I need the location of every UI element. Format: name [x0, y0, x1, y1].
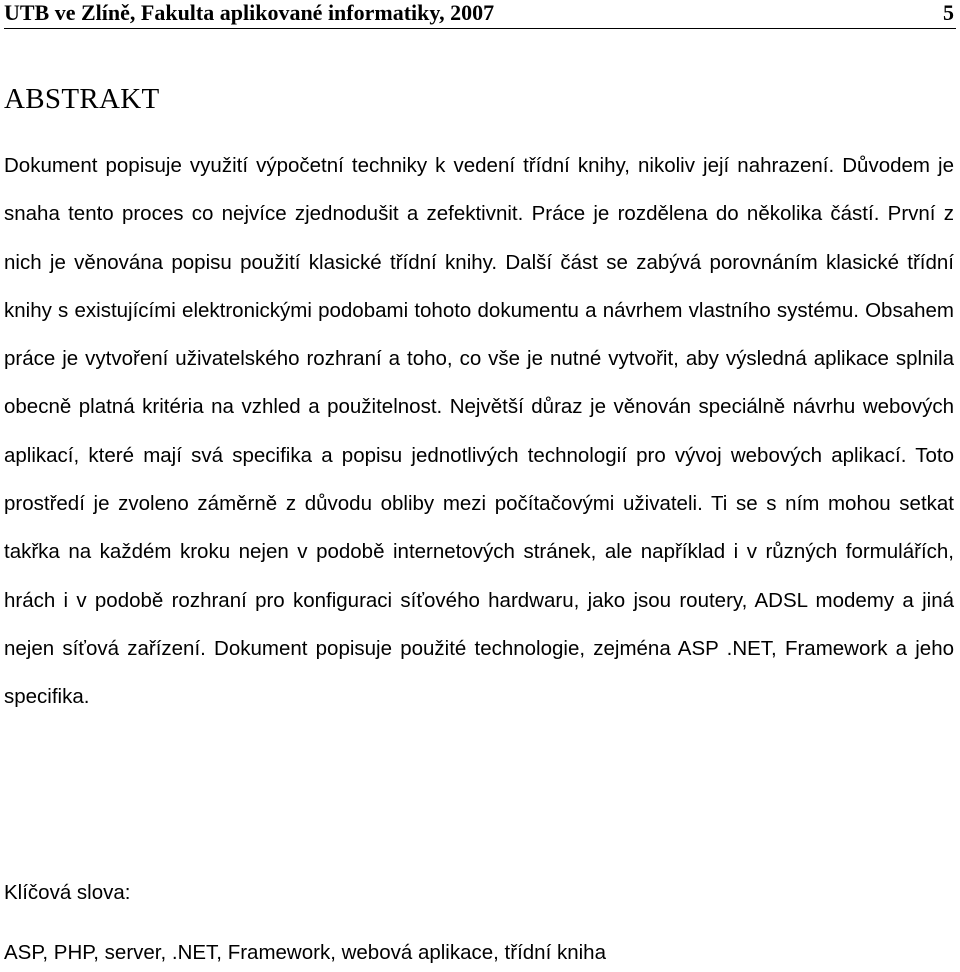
abstract-body: Dokument popisuje využití výpočetní techniky k vedení třídní knihy, nikoliv její nahrazení. Důvodem je snaha tento proces co nejvíce zjednodušit a zefektivnit. Práce je rozdělena do několika částí. První z nich je věnována popisu použití klasické třídní knihy. Další část se zabývá porovnáním klasické třídní knihy s existujícími elektronickými podobami tohoto dokumentu a návrhem vlastního systému. Obsahem práce je vytvoření uživatelského rozhraní a toho, co vše je nutné vytvořit, aby výsledná aplikace splnila obecně platná kritéria na vzhled a použitelnost. Největší důraz je věnován speciálně návrhu webových aplikací, které mají svá specifika a popisu jednotlivých technologií pro vývoj webových aplikací. Toto prostředí je zvoleno záměrně z důvodu obliby mezi počítačovými uživateli. Ti se s ním mohou setkat takřka na každém kroku nejen v podobě internetových stránek, ale například i v různých formulářích, hrách i v podobě rozhraní pro konfiguraci síťového hardwaru, jako jsou routery, ADSL modemy a jiná nejen síťová zařízení. Dokument popisuje použité technologie, zejména ASP .NET, Framework a jeho specifika.: [4, 154, 954, 709]
keywords-list: ASP, PHP, server, .NET, Framework, webová aplikace, třídní kniha: [4, 941, 606, 964]
page-header: [4, 0, 956, 29]
page-number: 5: [943, 0, 954, 25]
header-title: UTB ve Zlíně, Fakulta aplikované informatiky, 2007: [4, 0, 495, 25]
keywords-label: Klíčová slova:: [4, 881, 131, 904]
abstract-heading: ABSTRAKT: [4, 83, 160, 115]
